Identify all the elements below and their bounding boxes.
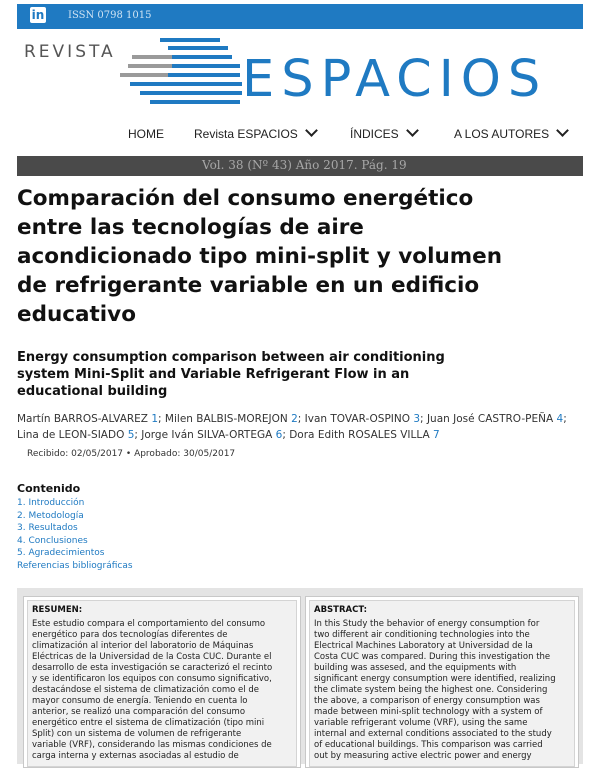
author-name: Dora Edith ROSALES VILLA xyxy=(289,429,430,441)
subtitle-line: Energy consumption comparison between air conditioning xyxy=(17,350,445,365)
linkedin-icon[interactable]: in xyxy=(31,8,45,22)
nav-autores-label: A LOS AUTORES xyxy=(454,127,550,141)
abstract-heading: ABSTRACT: xyxy=(314,605,368,615)
resumen-heading: RESUMEN: xyxy=(32,605,83,615)
nav-indices-label: ÍNDICES xyxy=(350,127,399,141)
nav-home[interactable] xyxy=(128,127,164,141)
author-name: Ivan TOVAR-OSPINO xyxy=(304,413,411,425)
issn-label: ISSN 0798 1015 xyxy=(68,10,152,21)
logo-stripes-icon xyxy=(120,38,245,120)
toc-link-metodologia[interactable]: 2. Metodología xyxy=(17,510,84,521)
nav-indices[interactable] xyxy=(350,127,417,141)
author-name: Juan José CASTRO-PEÑA xyxy=(426,413,554,425)
title-line: entre las tecnologías de aire xyxy=(17,215,364,240)
author-name: Lina de LEON-SIADO xyxy=(17,429,125,441)
toc-link-resultados[interactable]: 3. Resultados xyxy=(17,523,78,533)
author-name: Martín BARROS-ALVAREZ xyxy=(17,413,148,425)
author-footnote-link[interactable]: 1 xyxy=(151,413,159,425)
volume-bar xyxy=(17,156,583,176)
title-line: Comparación del consumo energético xyxy=(17,186,474,211)
contenido-heading: Contenido xyxy=(17,482,81,495)
author-footnote-link[interactable]: 5 xyxy=(127,429,135,441)
table-of-contents xyxy=(17,497,133,572)
author-footnote-link[interactable]: 4 xyxy=(556,413,564,425)
author-footnote-link[interactable]: 7 xyxy=(432,429,440,441)
resumen-text: Este estudio compara el comportamiento del consumo energético para dos tecnologías diferentes de climatización al interior del laboratorio de Máquinas Eléctricas de la Universidad de la Costa CUC. Durante el desarrollo de esta investigación se caracterizó el recinto y se identificaron los equipos con consumo significativo, destacándose el sistema de climatización como el de mayor consumo de energía. Teniendo en cuenta lo anterior, se realizó una comparación del consumo energético entre el sistema de climatización (tipo mini Split) con un sistema de volumen de refrigerante variable (VRF), considerando las mismas condiciones de carga interna y externas asociadas al estudio de xyxy=(32,619,273,761)
title-line: acondicionado tipo mini-split y volumen xyxy=(17,244,503,269)
nav-home-label: HOME xyxy=(128,127,164,141)
nav-revista-espacios[interactable] xyxy=(194,127,316,141)
logo-revista-text: REVISTA xyxy=(24,42,116,62)
nav-revista-label: Revista ESPACIOS xyxy=(194,127,298,141)
article-title xyxy=(17,184,587,329)
logo-espacios-text: ESPACIOS xyxy=(242,50,548,109)
nav-a-los-autores[interactable] xyxy=(454,127,567,141)
abstract-text: In this Study the behavior of energy consumption for two different air conditioning technologies into the Electrical Machines Laboratory at Universidad de la Costa CUC was compared. During this investigation the building was assesed, and the equipments with significant energy consumption were identified, realizing the climate system being the highest one. Considering the above, a comparison of energy consumption was made between mini-split technology with a system of variable refrigerant volume (VRF), using the same internal and external conditions associated to the study of educational buildings. This comparison was carried out by measuring active electric power and energy xyxy=(314,619,556,761)
toc-link-referencias[interactable]: Referencias bibliográficas xyxy=(17,560,133,571)
author-name: Jorge Iván SILVA-ORTEGA xyxy=(141,429,273,441)
author-footnote-link[interactable]: 3 xyxy=(413,413,421,425)
chevron-down-icon xyxy=(556,124,569,137)
abstracts-panel xyxy=(17,588,583,764)
author-list: Martín BARROS-ALVAREZ 1; Milen BALBIS-MOREJON 2; Ivan TOVAR-OSPINO 3; Juan José CASTRO-PEÑA 4; Lina de LEON-SIADO 5; Jorge Iván SILVA-ORTEGA 6; Dora Edith ROSALES VILLA 7 xyxy=(17,413,567,441)
title-line: educativo xyxy=(17,302,136,327)
toc-link-introduccion[interactable]: 1. Introducción xyxy=(17,498,85,508)
chevron-down-icon xyxy=(406,124,419,137)
author-footnote-link[interactable]: 6 xyxy=(275,429,283,441)
subtitle-line: system Mini-Split and Variable Refrigerant Flow in an xyxy=(17,367,410,382)
author-footnote-link[interactable]: 2 xyxy=(291,413,298,425)
abstract-box xyxy=(305,596,579,768)
resumen-box xyxy=(23,596,301,768)
toc-link-conclusiones[interactable]: 4. Conclusiones xyxy=(17,535,88,546)
author-name: Milen BALBIS-MOREJON xyxy=(164,413,288,425)
toc-link-agradecimientos[interactable]: 5. Agradecimientos xyxy=(17,548,105,558)
received-approved-dates: Recibido: 02/05/2017 • Aprobado: 30/05/2017 xyxy=(27,449,236,459)
chevron-down-icon xyxy=(305,124,318,137)
volume-label: Vol. 38 (Nº 43) Año 2017. Pág. 19 xyxy=(202,158,407,172)
subtitle-line: educational building xyxy=(17,384,168,399)
article-subtitle xyxy=(17,349,527,400)
title-line: de refrigerante variable en un edificio xyxy=(17,273,480,298)
